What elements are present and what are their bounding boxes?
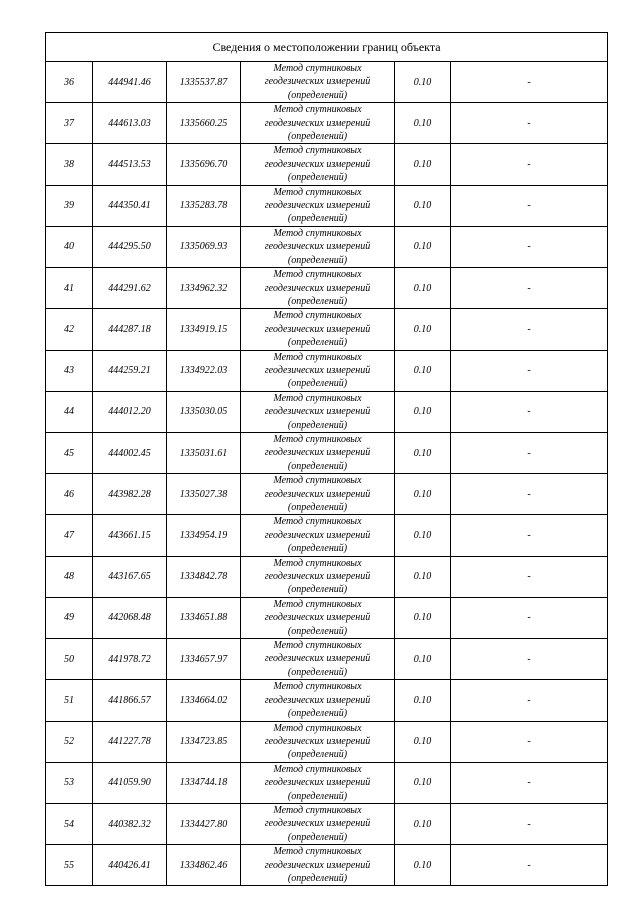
- method-line: (определений): [287, 337, 348, 349]
- accuracy-cell: 0.10: [395, 762, 451, 803]
- method-cell: [241, 597, 395, 638]
- description-cell: -: [451, 680, 608, 721]
- method-line: Метод спутниковых: [273, 763, 362, 775]
- method-line: Метод спутниковых: [273, 640, 362, 652]
- y-coordinate-cell: 1335030.05: [167, 391, 241, 432]
- method-line: (определений): [287, 584, 348, 596]
- table-row: [46, 432, 608, 473]
- point-number-cell: 40: [46, 226, 93, 267]
- method-line: Метод спутниковых: [273, 227, 362, 239]
- accuracy-cell: 0.10: [395, 803, 451, 844]
- method-line: геодезических измерений: [264, 364, 371, 376]
- method-line: геодезических измерений: [264, 612, 371, 624]
- x-coordinate-cell: 444259.21: [93, 350, 167, 391]
- y-coordinate-cell: 1335027.38: [167, 474, 241, 515]
- method-line: геодезических измерений: [264, 529, 371, 541]
- method-line: (определений): [287, 131, 348, 143]
- x-coordinate-cell: 444002.45: [93, 432, 167, 473]
- y-coordinate-cell: 1334744.18: [167, 762, 241, 803]
- method-cell: [241, 350, 395, 391]
- method-line: геодезических измерений: [264, 735, 371, 747]
- x-coordinate-cell: 441059.90: [93, 762, 167, 803]
- x-coordinate-cell: 440426.41: [93, 845, 167, 886]
- method-line: геодезических измерений: [264, 158, 371, 170]
- method-line: (определений): [287, 172, 348, 184]
- point-number-cell: 54: [46, 803, 93, 844]
- method-line: Метод спутниковых: [273, 433, 362, 445]
- point-number-cell: 42: [46, 309, 93, 350]
- description-cell: -: [451, 845, 608, 886]
- accuracy-cell: 0.10: [395, 680, 451, 721]
- method-cell: [241, 762, 395, 803]
- method-line: Метод спутниковых: [273, 804, 362, 816]
- table-row: [46, 185, 608, 226]
- method-cell: [241, 185, 395, 226]
- method-line: Метод спутниковых: [273, 104, 362, 116]
- y-coordinate-cell: 1334962.32: [167, 268, 241, 309]
- point-number-cell: 45: [46, 432, 93, 473]
- method-cell: [241, 474, 395, 515]
- y-coordinate-cell: 1335660.25: [167, 103, 241, 144]
- table-row: [46, 226, 608, 267]
- point-number-cell: 44: [46, 391, 93, 432]
- table-row: [46, 350, 608, 391]
- method-line: (определений): [287, 295, 348, 307]
- y-coordinate-cell: 1334723.85: [167, 721, 241, 762]
- point-number-cell: 49: [46, 597, 93, 638]
- method-line: Метод спутниковых: [273, 392, 362, 404]
- table-row: [46, 268, 608, 309]
- accuracy-cell: 0.10: [395, 309, 451, 350]
- x-coordinate-cell: 444513.53: [93, 144, 167, 185]
- x-coordinate-cell: 443167.65: [93, 556, 167, 597]
- description-cell: -: [451, 391, 608, 432]
- y-coordinate-cell: 1334842.78: [167, 556, 241, 597]
- x-coordinate-cell: 444613.03: [93, 103, 167, 144]
- y-coordinate-cell: 1334657.97: [167, 639, 241, 680]
- point-number-cell: 53: [46, 762, 93, 803]
- point-number-cell: 37: [46, 103, 93, 144]
- method-cell: [241, 268, 395, 309]
- x-coordinate-cell: 441227.78: [93, 721, 167, 762]
- point-number-cell: 48: [46, 556, 93, 597]
- table-row: [46, 103, 608, 144]
- method-cell: [241, 103, 395, 144]
- table-row: [46, 474, 608, 515]
- method-cell: [241, 680, 395, 721]
- method-line: геодезических измерений: [264, 117, 371, 129]
- x-coordinate-cell: 440382.32: [93, 803, 167, 844]
- method-line: (определений): [287, 872, 348, 884]
- y-coordinate-cell: 1335069.93: [167, 226, 241, 267]
- point-number-cell: 51: [46, 680, 93, 721]
- x-coordinate-cell: 444291.62: [93, 268, 167, 309]
- description-cell: -: [451, 597, 608, 638]
- accuracy-cell: 0.10: [395, 845, 451, 886]
- method-cell: [241, 432, 395, 473]
- boundary-coordinates-table: [45, 32, 608, 886]
- method-line: (определений): [287, 460, 348, 472]
- method-cell: [241, 639, 395, 680]
- accuracy-cell: 0.10: [395, 515, 451, 556]
- method-line: Метод спутниковых: [273, 846, 362, 858]
- x-coordinate-cell: 444287.18: [93, 309, 167, 350]
- point-number-cell: 43: [46, 350, 93, 391]
- method-line: Метод спутниковых: [273, 351, 362, 363]
- method-cell: [241, 515, 395, 556]
- description-cell: -: [451, 268, 608, 309]
- point-number-cell: 46: [46, 474, 93, 515]
- accuracy-cell: 0.10: [395, 350, 451, 391]
- point-number-cell: 47: [46, 515, 93, 556]
- y-coordinate-cell: 1335696.70: [167, 144, 241, 185]
- method-line: геодезических измерений: [264, 488, 371, 500]
- point-number-cell: 55: [46, 845, 93, 886]
- description-cell: -: [451, 639, 608, 680]
- accuracy-cell: 0.10: [395, 144, 451, 185]
- method-line: (определений): [287, 708, 348, 720]
- method-cell: [241, 309, 395, 350]
- x-coordinate-cell: 442068.48: [93, 597, 167, 638]
- document-page: [45, 32, 607, 886]
- method-line: геодезических измерений: [264, 777, 371, 789]
- description-cell: -: [451, 185, 608, 226]
- description-cell: -: [451, 432, 608, 473]
- method-line: геодезических измерений: [264, 859, 371, 871]
- x-coordinate-cell: 444350.41: [93, 185, 167, 226]
- table-row: [46, 309, 608, 350]
- table-row: [46, 597, 608, 638]
- method-cell: [241, 62, 395, 103]
- method-line: Метод спутниковых: [273, 269, 362, 281]
- method-line: (определений): [287, 89, 348, 101]
- method-line: геодезических измерений: [264, 282, 371, 294]
- x-coordinate-cell: 444012.20: [93, 391, 167, 432]
- method-line: геодезических измерений: [264, 653, 371, 665]
- method-line: Метод спутниковых: [273, 186, 362, 198]
- method-cell: [241, 226, 395, 267]
- description-cell: -: [451, 309, 608, 350]
- method-line: Метод спутниковых: [273, 145, 362, 157]
- point-number-cell: 38: [46, 144, 93, 185]
- method-line: геодезических измерений: [264, 694, 371, 706]
- point-number-cell: 52: [46, 721, 93, 762]
- method-line: геодезических измерений: [264, 241, 371, 253]
- method-cell: [241, 144, 395, 185]
- method-cell: [241, 391, 395, 432]
- accuracy-cell: 0.10: [395, 268, 451, 309]
- method-line: (определений): [287, 666, 348, 678]
- method-line: геодезических измерений: [264, 200, 371, 212]
- description-cell: -: [451, 803, 608, 844]
- accuracy-cell: 0.10: [395, 432, 451, 473]
- method-line: Метод спутниковых: [273, 310, 362, 322]
- method-line: Метод спутниковых: [273, 63, 362, 74]
- accuracy-cell: 0.10: [395, 597, 451, 638]
- method-line: Метод спутниковых: [273, 516, 362, 528]
- y-coordinate-cell: 1334862.46: [167, 845, 241, 886]
- method-cell: [241, 721, 395, 762]
- point-number-cell: 50: [46, 639, 93, 680]
- table-row: [46, 556, 608, 597]
- x-coordinate-cell: 441978.72: [93, 639, 167, 680]
- point-number-cell: 41: [46, 268, 93, 309]
- accuracy-cell: 0.10: [395, 185, 451, 226]
- description-cell: -: [451, 721, 608, 762]
- method-line: геодезических измерений: [264, 818, 371, 830]
- method-line: (определений): [287, 254, 348, 266]
- table-row: [46, 62, 608, 103]
- x-coordinate-cell: 444295.50: [93, 226, 167, 267]
- method-line: Метод спутниковых: [273, 598, 362, 610]
- description-cell: -: [451, 556, 608, 597]
- y-coordinate-cell: 1334651.88: [167, 597, 241, 638]
- accuracy-cell: 0.10: [395, 474, 451, 515]
- table-row: [46, 515, 608, 556]
- description-cell: -: [451, 226, 608, 267]
- method-line: (определений): [287, 543, 348, 555]
- accuracy-cell: 0.10: [395, 391, 451, 432]
- method-line: (определений): [287, 625, 348, 637]
- description-cell: -: [451, 350, 608, 391]
- point-number-cell: 36: [46, 62, 93, 103]
- method-line: Метод спутниковых: [273, 475, 362, 487]
- y-coordinate-cell: 1334664.02: [167, 680, 241, 721]
- description-cell: -: [451, 103, 608, 144]
- y-coordinate-cell: 1334919.15: [167, 309, 241, 350]
- method-line: геодезических измерений: [264, 571, 371, 583]
- y-coordinate-cell: 1334427.80: [167, 803, 241, 844]
- method-line: (определений): [287, 378, 348, 390]
- table-row: [46, 680, 608, 721]
- method-line: (определений): [287, 749, 348, 761]
- y-coordinate-cell: 1335031.61: [167, 432, 241, 473]
- description-cell: -: [451, 144, 608, 185]
- method-cell: [241, 845, 395, 886]
- method-cell: [241, 556, 395, 597]
- method-line: геодезических измерений: [264, 406, 371, 418]
- method-cell: [241, 803, 395, 844]
- method-line: геодезических измерений: [264, 76, 371, 88]
- method-line: (определений): [287, 213, 348, 225]
- table-row: [46, 845, 608, 886]
- method-line: геодезических измерений: [264, 447, 371, 459]
- y-coordinate-cell: 1335537.87: [167, 62, 241, 103]
- x-coordinate-cell: 443661.15: [93, 515, 167, 556]
- method-line: (определений): [287, 419, 348, 431]
- table-row: [46, 721, 608, 762]
- accuracy-cell: 0.10: [395, 639, 451, 680]
- table-row: [46, 803, 608, 844]
- y-coordinate-cell: 1334954.19: [167, 515, 241, 556]
- accuracy-cell: 0.10: [395, 62, 451, 103]
- description-cell: -: [451, 474, 608, 515]
- table-row: [46, 762, 608, 803]
- method-line: Метод спутниковых: [273, 681, 362, 693]
- table-row: [46, 639, 608, 680]
- method-line: Метод спутниковых: [273, 557, 362, 569]
- method-line: (определений): [287, 831, 348, 843]
- point-number-cell: 39: [46, 185, 93, 226]
- method-line: (определений): [287, 790, 348, 802]
- description-cell: -: [451, 62, 608, 103]
- description-cell: -: [451, 762, 608, 803]
- y-coordinate-cell: 1335283.78: [167, 185, 241, 226]
- accuracy-cell: 0.10: [395, 103, 451, 144]
- method-line: Метод спутниковых: [273, 722, 362, 734]
- description-cell: -: [451, 515, 608, 556]
- table-row: [46, 391, 608, 432]
- table-title: Сведения о местоположении границ объекта: [46, 33, 608, 62]
- y-coordinate-cell: 1334922.03: [167, 350, 241, 391]
- accuracy-cell: 0.10: [395, 556, 451, 597]
- method-line: (определений): [287, 502, 348, 513]
- accuracy-cell: 0.10: [395, 226, 451, 267]
- x-coordinate-cell: 444941.46: [93, 62, 167, 103]
- accuracy-cell: 0.10: [395, 721, 451, 762]
- table-row: [46, 144, 608, 185]
- x-coordinate-cell: 441866.57: [93, 680, 167, 721]
- x-coordinate-cell: 443982.28: [93, 474, 167, 515]
- method-line: геодезических измерений: [264, 323, 371, 335]
